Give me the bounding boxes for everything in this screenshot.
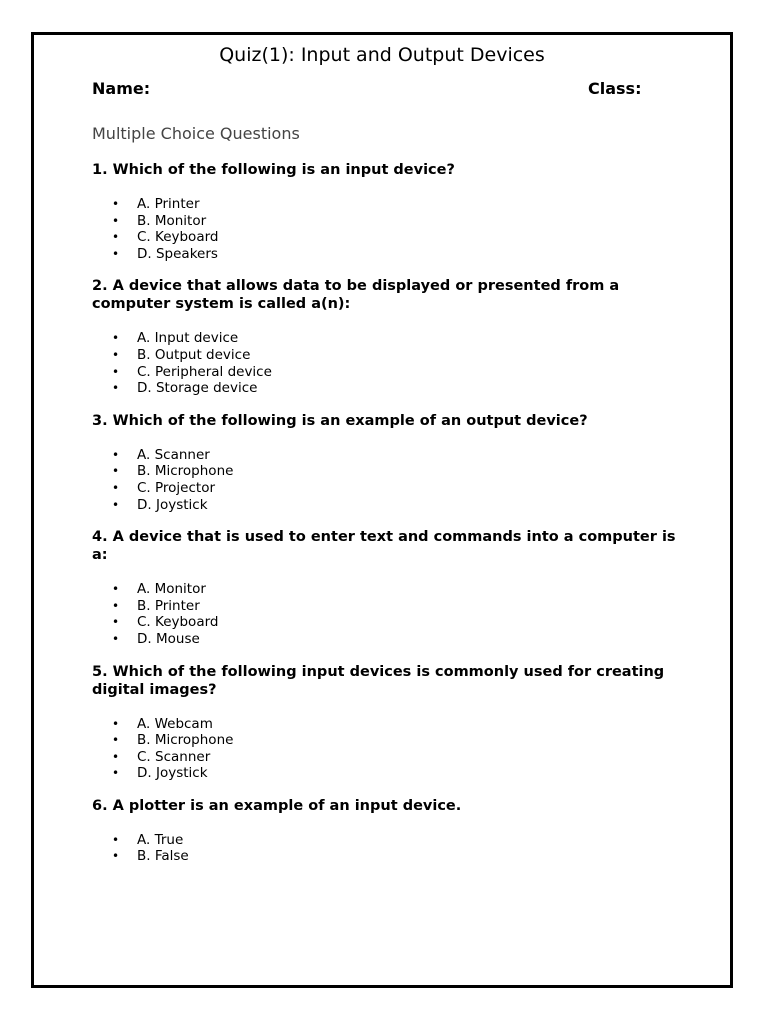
option-label: A. Scanner bbox=[137, 446, 210, 463]
option-item bbox=[112, 480, 692, 497]
bullet-icon: • bbox=[112, 832, 120, 847]
option-item bbox=[112, 765, 692, 782]
question-text: 1. Which of the following is an input device? bbox=[92, 162, 455, 178]
question-text: 4. A device that is used to enter text and commands into a computer is a: bbox=[92, 529, 676, 564]
bullet-icon: • bbox=[112, 480, 120, 495]
question-text: 5. Which of the following input devices is commonly used for creating digital images? bbox=[92, 663, 665, 698]
bullet-icon: • bbox=[112, 497, 120, 512]
section-title: Multiple Choice Questions bbox=[92, 124, 300, 143]
option-item bbox=[112, 497, 692, 514]
bullet-icon: • bbox=[112, 213, 120, 228]
option-label: A. True bbox=[137, 831, 184, 848]
name-label: Name: bbox=[92, 79, 151, 98]
option-label: C. Keyboard bbox=[137, 229, 219, 246]
option-label: B. Microphone bbox=[137, 732, 234, 749]
option-label: C. Scanner bbox=[137, 748, 211, 765]
bullet-icon: • bbox=[112, 849, 120, 864]
question-5 bbox=[92, 663, 692, 782]
bullet-icon: • bbox=[112, 464, 120, 479]
option-item bbox=[112, 614, 692, 631]
option-item bbox=[112, 347, 692, 364]
quiz-title: Quiz(1): Input and Output Devices bbox=[219, 44, 545, 66]
bullet-icon: • bbox=[112, 447, 120, 462]
option-item bbox=[112, 229, 692, 246]
option-item bbox=[112, 213, 692, 230]
bullet-icon: • bbox=[112, 197, 120, 211]
bullet-icon: • bbox=[112, 631, 120, 646]
option-label: D. Storage device bbox=[137, 380, 258, 397]
option-label: A. Printer bbox=[137, 196, 200, 212]
bullet-icon: • bbox=[112, 246, 120, 261]
bullet-icon: • bbox=[112, 347, 120, 362]
option-list bbox=[92, 447, 692, 513]
option-item bbox=[112, 447, 692, 464]
option-list bbox=[92, 196, 692, 262]
option-label: C. Peripheral device bbox=[137, 363, 272, 380]
bullet-icon: • bbox=[112, 749, 120, 764]
option-label: B. False bbox=[137, 848, 189, 865]
option-list bbox=[92, 832, 692, 865]
option-list bbox=[92, 330, 692, 396]
option-list bbox=[92, 716, 692, 782]
option-label: B. Printer bbox=[137, 597, 200, 614]
option-item bbox=[112, 463, 692, 480]
option-item bbox=[112, 380, 692, 397]
question-4 bbox=[92, 528, 692, 647]
option-label: A. Webcam bbox=[137, 715, 213, 732]
option-item bbox=[112, 581, 692, 598]
option-label: D. Mouse bbox=[137, 630, 200, 647]
option-label: D. Joystick bbox=[137, 765, 208, 782]
bullet-icon: • bbox=[112, 716, 120, 731]
option-item bbox=[112, 848, 692, 865]
question-text: 3. Which of the following is an example of an output device? bbox=[92, 412, 588, 429]
option-item bbox=[112, 246, 692, 263]
bullet-icon: • bbox=[112, 766, 120, 781]
bullet-icon: • bbox=[112, 582, 120, 597]
question-text: 2. A device that allows data to be displayed or presented from a computer system is called a(n): bbox=[92, 278, 620, 313]
bullet-icon: • bbox=[112, 598, 120, 613]
option-item bbox=[112, 716, 692, 733]
quiz-sheet bbox=[31, 32, 733, 988]
class-label: Class: bbox=[588, 79, 642, 98]
bullet-icon: • bbox=[112, 331, 120, 346]
option-item bbox=[112, 598, 692, 615]
option-item bbox=[112, 330, 692, 347]
bullet-icon: • bbox=[112, 733, 120, 748]
option-item bbox=[112, 631, 692, 648]
question-6 bbox=[92, 797, 692, 865]
question-list bbox=[92, 161, 692, 880]
bullet-icon: • bbox=[112, 230, 120, 245]
option-label: C. Keyboard bbox=[137, 614, 219, 631]
option-label: B. Microphone bbox=[137, 463, 234, 480]
option-label: D. Speakers bbox=[137, 245, 218, 262]
option-label: B. Monitor bbox=[137, 212, 207, 229]
option-list bbox=[92, 581, 692, 647]
question-1 bbox=[92, 161, 692, 262]
option-label: D. Joystick bbox=[137, 496, 208, 513]
option-label: B. Output device bbox=[137, 346, 251, 363]
question-text: 6. A plotter is an example of an input device. bbox=[92, 797, 462, 814]
option-label: C. Projector bbox=[137, 479, 216, 496]
option-label: A. Input device bbox=[137, 330, 239, 347]
bullet-icon: • bbox=[112, 381, 120, 396]
option-label: A. Monitor bbox=[137, 581, 206, 598]
option-item bbox=[112, 732, 692, 749]
question-2 bbox=[92, 277, 692, 396]
question-3 bbox=[92, 412, 692, 513]
option-item bbox=[112, 749, 692, 766]
bullet-icon: • bbox=[112, 615, 120, 630]
bullet-icon: • bbox=[112, 364, 120, 379]
option-item bbox=[112, 196, 692, 213]
option-item bbox=[112, 832, 692, 849]
option-item bbox=[112, 364, 692, 381]
